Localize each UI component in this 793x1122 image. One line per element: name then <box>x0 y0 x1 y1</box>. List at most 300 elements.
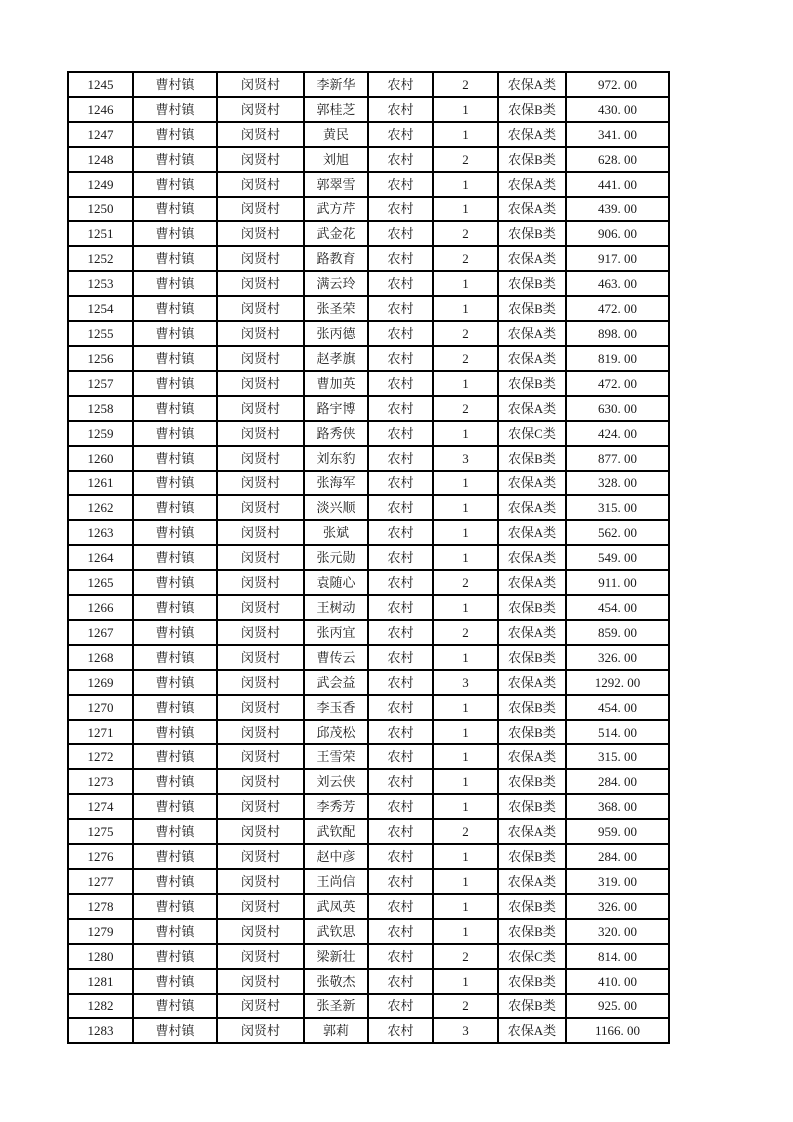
cell-name: 李秀芳 <box>304 794 368 819</box>
cell-insurance-class: 农保C类 <box>498 944 566 969</box>
cell-village: 闵贤村 <box>217 545 304 570</box>
cell-amount: 925. 00 <box>566 994 669 1019</box>
table-row <box>68 271 669 296</box>
cell-insurance-class: 农保A类 <box>498 1018 566 1043</box>
table-row <box>68 620 669 645</box>
cell-town: 曹村镇 <box>133 520 217 545</box>
cell-serial: 1276 <box>68 844 133 869</box>
cell-serial: 1281 <box>68 969 133 994</box>
cell-serial: 1267 <box>68 620 133 645</box>
cell-serial: 1265 <box>68 570 133 595</box>
cell-insurance-class: 农保B类 <box>498 894 566 919</box>
cell-insurance-class: 农保A类 <box>498 545 566 570</box>
cell-insurance-class: 农保B类 <box>498 919 566 944</box>
cell-insurance-class: 农保B类 <box>498 720 566 745</box>
cell-name: 张圣新 <box>304 994 368 1019</box>
cell-residence: 农村 <box>368 221 433 246</box>
cell-serial: 1283 <box>68 1018 133 1043</box>
cell-village: 闵贤村 <box>217 695 304 720</box>
cell-residence: 农村 <box>368 197 433 222</box>
cell-village: 闵贤村 <box>217 894 304 919</box>
cell-name: 郭莉 <box>304 1018 368 1043</box>
cell-residence: 农村 <box>368 97 433 122</box>
table-row <box>68 147 669 172</box>
cell-residence: 农村 <box>368 595 433 620</box>
cell-residence: 农村 <box>368 844 433 869</box>
cell-amount: 320. 00 <box>566 919 669 944</box>
cell-serial: 1272 <box>68 744 133 769</box>
cell-town: 曹村镇 <box>133 446 217 471</box>
cell-village: 闵贤村 <box>217 321 304 346</box>
cell-village: 闵贤村 <box>217 819 304 844</box>
cell-serial: 1258 <box>68 396 133 421</box>
cell-residence: 农村 <box>368 520 433 545</box>
cell-serial: 1280 <box>68 944 133 969</box>
cell-amount: 454. 00 <box>566 695 669 720</box>
cell-town: 曹村镇 <box>133 471 217 496</box>
cell-headcount: 1 <box>433 495 498 520</box>
cell-serial: 1263 <box>68 520 133 545</box>
cell-village: 闵贤村 <box>217 296 304 321</box>
cell-amount: 959. 00 <box>566 819 669 844</box>
cell-serial: 1260 <box>68 446 133 471</box>
cell-name: 张海军 <box>304 471 368 496</box>
cell-town: 曹村镇 <box>133 595 217 620</box>
cell-residence: 农村 <box>368 670 433 695</box>
cell-town: 曹村镇 <box>133 172 217 197</box>
cell-town: 曹村镇 <box>133 495 217 520</box>
cell-insurance-class: 农保B类 <box>498 595 566 620</box>
cell-residence: 农村 <box>368 471 433 496</box>
table-row <box>68 944 669 969</box>
table-row <box>68 371 669 396</box>
table-row <box>68 645 669 670</box>
cell-name: 刘旭 <box>304 147 368 172</box>
cell-amount: 439. 00 <box>566 197 669 222</box>
cell-residence: 农村 <box>368 969 433 994</box>
cell-residence: 农村 <box>368 645 433 670</box>
table-row <box>68 869 669 894</box>
cell-headcount: 1 <box>433 371 498 396</box>
table-row <box>68 670 669 695</box>
cell-insurance-class: 农保A类 <box>498 744 566 769</box>
cell-headcount: 2 <box>433 72 498 97</box>
cell-residence: 农村 <box>368 819 433 844</box>
cell-town: 曹村镇 <box>133 72 217 97</box>
table-row <box>68 72 669 97</box>
table-row <box>68 296 669 321</box>
cell-residence: 农村 <box>368 994 433 1019</box>
cell-insurance-class: 农保A类 <box>498 670 566 695</box>
cell-name: 王树动 <box>304 595 368 620</box>
cell-amount: 630. 00 <box>566 396 669 421</box>
cell-village: 闵贤村 <box>217 221 304 246</box>
cell-amount: 472. 00 <box>566 296 669 321</box>
cell-insurance-class: 农保B类 <box>498 969 566 994</box>
cell-town: 曹村镇 <box>133 894 217 919</box>
cell-name: 淡兴顺 <box>304 495 368 520</box>
cell-residence: 农村 <box>368 296 433 321</box>
cell-amount: 424. 00 <box>566 421 669 446</box>
cell-insurance-class: 农保B类 <box>498 844 566 869</box>
table-row <box>68 595 669 620</box>
cell-town: 曹村镇 <box>133 1018 217 1043</box>
cell-town: 曹村镇 <box>133 769 217 794</box>
cell-headcount: 1 <box>433 197 498 222</box>
cell-residence: 农村 <box>368 346 433 371</box>
table-row <box>68 495 669 520</box>
cell-insurance-class: 农保A类 <box>498 620 566 645</box>
cell-name: 郭翠雪 <box>304 172 368 197</box>
cell-serial: 1282 <box>68 994 133 1019</box>
cell-town: 曹村镇 <box>133 869 217 894</box>
cell-village: 闵贤村 <box>217 421 304 446</box>
cell-town: 曹村镇 <box>133 346 217 371</box>
table-row <box>68 421 669 446</box>
cell-insurance-class: 农保B类 <box>498 994 566 1019</box>
cell-serial: 1256 <box>68 346 133 371</box>
cell-village: 闵贤村 <box>217 520 304 545</box>
cell-amount: 284. 00 <box>566 844 669 869</box>
cell-village: 闵贤村 <box>217 147 304 172</box>
cell-amount: 315. 00 <box>566 495 669 520</box>
cell-serial: 1249 <box>68 172 133 197</box>
cell-amount: 906. 00 <box>566 221 669 246</box>
cell-village: 闵贤村 <box>217 471 304 496</box>
cell-insurance-class: 农保A类 <box>498 471 566 496</box>
cell-town: 曹村镇 <box>133 296 217 321</box>
cell-town: 曹村镇 <box>133 645 217 670</box>
cell-town: 曹村镇 <box>133 670 217 695</box>
cell-village: 闵贤村 <box>217 446 304 471</box>
cell-insurance-class: 农保A类 <box>498 520 566 545</box>
table-row <box>68 221 669 246</box>
cell-serial: 1262 <box>68 495 133 520</box>
cell-insurance-class: 农保B类 <box>498 695 566 720</box>
cell-village: 闵贤村 <box>217 994 304 1019</box>
table-row <box>68 172 669 197</box>
cell-headcount: 2 <box>433 346 498 371</box>
table-row <box>68 545 669 570</box>
cell-residence: 农村 <box>368 147 433 172</box>
cell-residence: 农村 <box>368 446 433 471</box>
cell-amount: 814. 00 <box>566 944 669 969</box>
cell-town: 曹村镇 <box>133 819 217 844</box>
cell-serial: 1278 <box>68 894 133 919</box>
cell-insurance-class: 农保B类 <box>498 446 566 471</box>
cell-village: 闵贤村 <box>217 844 304 869</box>
cell-headcount: 1 <box>433 794 498 819</box>
table-row <box>68 97 669 122</box>
cell-residence: 农村 <box>368 396 433 421</box>
cell-amount: 368. 00 <box>566 794 669 819</box>
cell-residence: 农村 <box>368 421 433 446</box>
table-row <box>68 919 669 944</box>
cell-village: 闵贤村 <box>217 919 304 944</box>
cell-name: 武会益 <box>304 670 368 695</box>
cell-name: 武钦思 <box>304 919 368 944</box>
table-row <box>68 446 669 471</box>
cell-village: 闵贤村 <box>217 720 304 745</box>
cell-village: 闵贤村 <box>217 1018 304 1043</box>
cell-residence: 农村 <box>368 794 433 819</box>
table-row <box>68 769 669 794</box>
cell-insurance-class: 农保A类 <box>498 321 566 346</box>
cell-amount: 463. 00 <box>566 271 669 296</box>
cell-insurance-class: 农保A类 <box>498 570 566 595</box>
table-row <box>68 744 669 769</box>
cell-village: 闵贤村 <box>217 869 304 894</box>
cell-village: 闵贤村 <box>217 172 304 197</box>
cell-name: 李玉香 <box>304 695 368 720</box>
cell-amount: 628. 00 <box>566 147 669 172</box>
cell-serial: 1259 <box>68 421 133 446</box>
cell-insurance-class: 农保B类 <box>498 371 566 396</box>
cell-name: 李新华 <box>304 72 368 97</box>
cell-insurance-class: 农保B类 <box>498 645 566 670</box>
cell-headcount: 1 <box>433 172 498 197</box>
cell-amount: 326. 00 <box>566 894 669 919</box>
cell-town: 曹村镇 <box>133 271 217 296</box>
table-row <box>68 794 669 819</box>
cell-name: 王雪荣 <box>304 744 368 769</box>
cell-name: 武凤英 <box>304 894 368 919</box>
cell-village: 闵贤村 <box>217 346 304 371</box>
cell-town: 曹村镇 <box>133 919 217 944</box>
cell-name: 刘东豹 <box>304 446 368 471</box>
cell-name: 曹传云 <box>304 645 368 670</box>
cell-village: 闵贤村 <box>217 396 304 421</box>
cell-name: 武钦配 <box>304 819 368 844</box>
table-body <box>68 72 669 1043</box>
cell-name: 张元勋 <box>304 545 368 570</box>
cell-amount: 972. 00 <box>566 72 669 97</box>
cell-town: 曹村镇 <box>133 545 217 570</box>
cell-name: 武方芹 <box>304 197 368 222</box>
table-row <box>68 994 669 1019</box>
cell-name: 袁随心 <box>304 570 368 595</box>
cell-headcount: 1 <box>433 645 498 670</box>
cell-residence: 农村 <box>368 246 433 271</box>
cell-serial: 1268 <box>68 645 133 670</box>
cell-village: 闵贤村 <box>217 969 304 994</box>
beneficiary-table <box>67 71 670 1044</box>
cell-town: 曹村镇 <box>133 620 217 645</box>
cell-residence: 农村 <box>368 620 433 645</box>
cell-insurance-class: 农保B类 <box>498 97 566 122</box>
cell-town: 曹村镇 <box>133 720 217 745</box>
cell-village: 闵贤村 <box>217 495 304 520</box>
cell-serial: 1264 <box>68 545 133 570</box>
cell-name: 路宇博 <box>304 396 368 421</box>
cell-serial: 1250 <box>68 197 133 222</box>
cell-insurance-class: 农保A类 <box>498 346 566 371</box>
cell-name: 郭桂芝 <box>304 97 368 122</box>
cell-residence: 农村 <box>368 72 433 97</box>
table-row <box>68 396 669 421</box>
cell-name: 刘云侠 <box>304 769 368 794</box>
cell-serial: 1246 <box>68 97 133 122</box>
cell-name: 赵中彦 <box>304 844 368 869</box>
table-row <box>68 1018 669 1043</box>
cell-headcount: 2 <box>433 819 498 844</box>
cell-serial: 1277 <box>68 869 133 894</box>
cell-insurance-class: 农保B类 <box>498 271 566 296</box>
cell-insurance-class: 农保B类 <box>498 296 566 321</box>
cell-amount: 315. 00 <box>566 744 669 769</box>
cell-town: 曹村镇 <box>133 944 217 969</box>
table-row <box>68 819 669 844</box>
cell-headcount: 2 <box>433 570 498 595</box>
cell-insurance-class: 农保B类 <box>498 794 566 819</box>
cell-amount: 1292. 00 <box>566 670 669 695</box>
cell-headcount: 1 <box>433 894 498 919</box>
cell-amount: 819. 00 <box>566 346 669 371</box>
cell-insurance-class: 农保C类 <box>498 421 566 446</box>
cell-amount: 328. 00 <box>566 471 669 496</box>
cell-serial: 1269 <box>68 670 133 695</box>
cell-residence: 农村 <box>368 869 433 894</box>
cell-name: 邱茂松 <box>304 720 368 745</box>
cell-village: 闵贤村 <box>217 197 304 222</box>
cell-village: 闵贤村 <box>217 620 304 645</box>
cell-headcount: 1 <box>433 720 498 745</box>
cell-village: 闵贤村 <box>217 570 304 595</box>
cell-serial: 1253 <box>68 271 133 296</box>
cell-residence: 农村 <box>368 371 433 396</box>
cell-amount: 911. 00 <box>566 570 669 595</box>
table-row <box>68 720 669 745</box>
cell-amount: 410. 00 <box>566 969 669 994</box>
cell-name: 王尚信 <box>304 869 368 894</box>
cell-insurance-class: 农保B类 <box>498 769 566 794</box>
cell-village: 闵贤村 <box>217 97 304 122</box>
cell-town: 曹村镇 <box>133 197 217 222</box>
cell-town: 曹村镇 <box>133 794 217 819</box>
cell-insurance-class: 农保A类 <box>498 396 566 421</box>
cell-town: 曹村镇 <box>133 969 217 994</box>
cell-village: 闵贤村 <box>217 944 304 969</box>
cell-town: 曹村镇 <box>133 695 217 720</box>
cell-name: 张敬杰 <box>304 969 368 994</box>
cell-headcount: 1 <box>433 919 498 944</box>
cell-insurance-class: 农保A类 <box>498 172 566 197</box>
cell-town: 曹村镇 <box>133 570 217 595</box>
cell-amount: 859. 00 <box>566 620 669 645</box>
cell-amount: 441. 00 <box>566 172 669 197</box>
cell-serial: 1257 <box>68 371 133 396</box>
cell-town: 曹村镇 <box>133 744 217 769</box>
cell-headcount: 2 <box>433 994 498 1019</box>
cell-amount: 514. 00 <box>566 720 669 745</box>
cell-serial: 1273 <box>68 769 133 794</box>
cell-town: 曹村镇 <box>133 321 217 346</box>
cell-headcount: 2 <box>433 620 498 645</box>
cell-serial: 1245 <box>68 72 133 97</box>
cell-village: 闵贤村 <box>217 72 304 97</box>
cell-serial: 1251 <box>68 221 133 246</box>
cell-headcount: 1 <box>433 744 498 769</box>
cell-amount: 917. 00 <box>566 246 669 271</box>
cell-headcount: 2 <box>433 321 498 346</box>
cell-residence: 农村 <box>368 720 433 745</box>
cell-amount: 326. 00 <box>566 645 669 670</box>
cell-headcount: 1 <box>433 520 498 545</box>
cell-town: 曹村镇 <box>133 371 217 396</box>
cell-residence: 农村 <box>368 695 433 720</box>
table-row <box>68 570 669 595</box>
cell-town: 曹村镇 <box>133 844 217 869</box>
cell-residence: 农村 <box>368 919 433 944</box>
table-row <box>68 346 669 371</box>
cell-town: 曹村镇 <box>133 246 217 271</box>
cell-residence: 农村 <box>368 944 433 969</box>
cell-headcount: 1 <box>433 595 498 620</box>
cell-serial: 1247 <box>68 122 133 147</box>
cell-town: 曹村镇 <box>133 994 217 1019</box>
table-row <box>68 844 669 869</box>
cell-headcount: 1 <box>433 296 498 321</box>
cell-residence: 农村 <box>368 122 433 147</box>
cell-headcount: 1 <box>433 969 498 994</box>
cell-amount: 898. 00 <box>566 321 669 346</box>
cell-name: 张圣荣 <box>304 296 368 321</box>
cell-headcount: 1 <box>433 769 498 794</box>
cell-headcount: 1 <box>433 97 498 122</box>
table-row <box>68 520 669 545</box>
cell-serial: 1248 <box>68 147 133 172</box>
cell-headcount: 2 <box>433 221 498 246</box>
cell-town: 曹村镇 <box>133 97 217 122</box>
cell-village: 闵贤村 <box>217 794 304 819</box>
cell-serial: 1261 <box>68 471 133 496</box>
cell-village: 闵贤村 <box>217 122 304 147</box>
cell-residence: 农村 <box>368 894 433 919</box>
cell-village: 闵贤村 <box>217 271 304 296</box>
cell-headcount: 1 <box>433 695 498 720</box>
cell-amount: 454. 00 <box>566 595 669 620</box>
cell-name: 张丙德 <box>304 321 368 346</box>
cell-insurance-class: 农保A类 <box>498 122 566 147</box>
cell-town: 曹村镇 <box>133 147 217 172</box>
cell-residence: 农村 <box>368 744 433 769</box>
cell-serial: 1252 <box>68 246 133 271</box>
cell-headcount: 1 <box>433 122 498 147</box>
table-row <box>68 695 669 720</box>
cell-village: 闵贤村 <box>217 645 304 670</box>
cell-amount: 430. 00 <box>566 97 669 122</box>
cell-village: 闵贤村 <box>217 670 304 695</box>
table-row <box>68 246 669 271</box>
cell-town: 曹村镇 <box>133 221 217 246</box>
cell-name: 路秀侠 <box>304 421 368 446</box>
cell-name: 武金花 <box>304 221 368 246</box>
cell-headcount: 1 <box>433 844 498 869</box>
cell-town: 曹村镇 <box>133 396 217 421</box>
cell-village: 闵贤村 <box>217 371 304 396</box>
cell-residence: 农村 <box>368 1018 433 1043</box>
cell-headcount: 3 <box>433 1018 498 1043</box>
cell-insurance-class: 农保A类 <box>498 819 566 844</box>
cell-name: 梁新壮 <box>304 944 368 969</box>
table-row <box>68 471 669 496</box>
cell-name: 满云玲 <box>304 271 368 296</box>
cell-headcount: 3 <box>433 446 498 471</box>
cell-residence: 农村 <box>368 271 433 296</box>
cell-name: 张丙宜 <box>304 620 368 645</box>
cell-name: 黄民 <box>304 122 368 147</box>
cell-serial: 1279 <box>68 919 133 944</box>
